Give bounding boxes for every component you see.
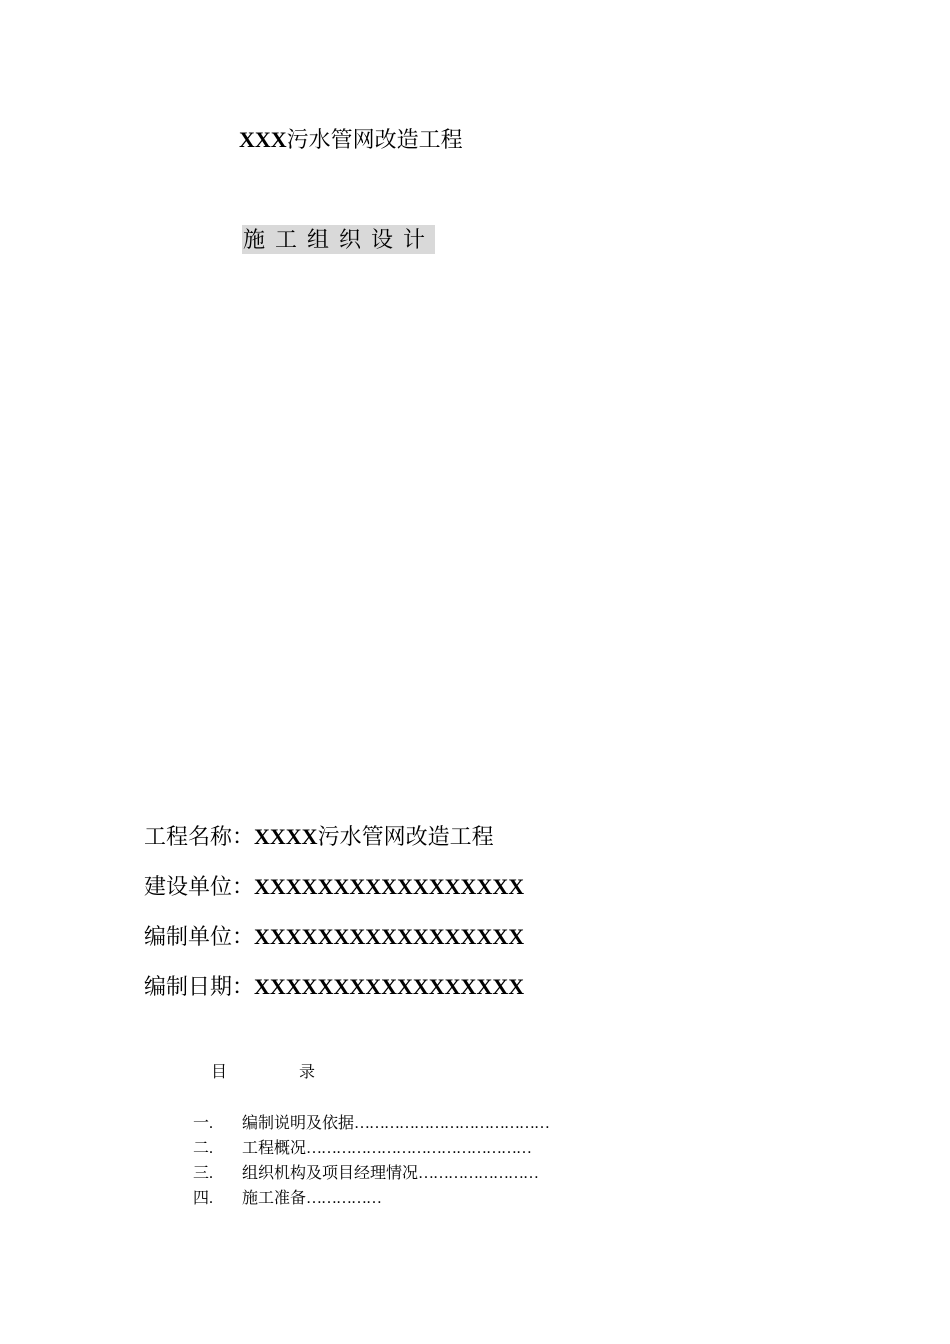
info-value: XXXXXXXXXXXXXXXXX (254, 974, 525, 999)
toc-heading (211, 1062, 315, 1084)
project-title-name: 污水管网改造工程 (286, 127, 463, 152)
toc-item[interactable] (193, 1111, 549, 1136)
toc-item[interactable] (193, 1161, 549, 1186)
toc-item-leader: …………… (306, 1190, 382, 1207)
toc-item-leader: ……………………………………… (306, 1140, 532, 1157)
info-row-project-name (144, 820, 524, 870)
toc-heading-right: 录 (299, 1064, 316, 1081)
toc-item-text: 施工准备 (242, 1190, 307, 1207)
toc-item-leader: …………………… (418, 1165, 539, 1182)
toc-item-number: 三. (193, 1165, 214, 1182)
toc-item-text: 工程概况 (242, 1140, 307, 1157)
info-label: 编制单位： (144, 924, 255, 949)
toc-item-number: 一. (193, 1115, 214, 1132)
info-value-cn: 污水管网改造工程 (317, 824, 494, 849)
info-label: 工程名称： (144, 824, 255, 849)
toc-item-leader: ………………………………… (354, 1115, 550, 1132)
info-row-compiler (144, 920, 524, 970)
toc-heading-left: 目 (211, 1064, 228, 1081)
toc-item[interactable] (193, 1136, 549, 1161)
toc-list (193, 1111, 549, 1211)
info-label: 编制日期： (144, 974, 255, 999)
info-value-prefix: XXXX (254, 824, 318, 849)
project-info-block (144, 820, 524, 1020)
project-title-prefix: XXX (239, 127, 287, 152)
info-value: XXXXXXXXXXXXXXXXX (254, 924, 525, 949)
info-row-date (144, 970, 524, 1020)
toc-item-number: 二. (193, 1140, 214, 1157)
info-value: XXXXXXXXXXXXXXXXX (254, 874, 525, 899)
toc-item-number: 四. (193, 1190, 214, 1207)
info-row-client (144, 870, 524, 920)
toc-item-text: 编制说明及依据 (242, 1115, 355, 1132)
toc-item-text: 组织机构及项目经理情况 (242, 1165, 419, 1182)
toc-item[interactable] (193, 1186, 549, 1211)
info-label: 建设单位： (144, 874, 255, 899)
info-value (254, 824, 494, 849)
project-title (239, 124, 463, 156)
document-title: 施工组织设计 (243, 227, 436, 252)
